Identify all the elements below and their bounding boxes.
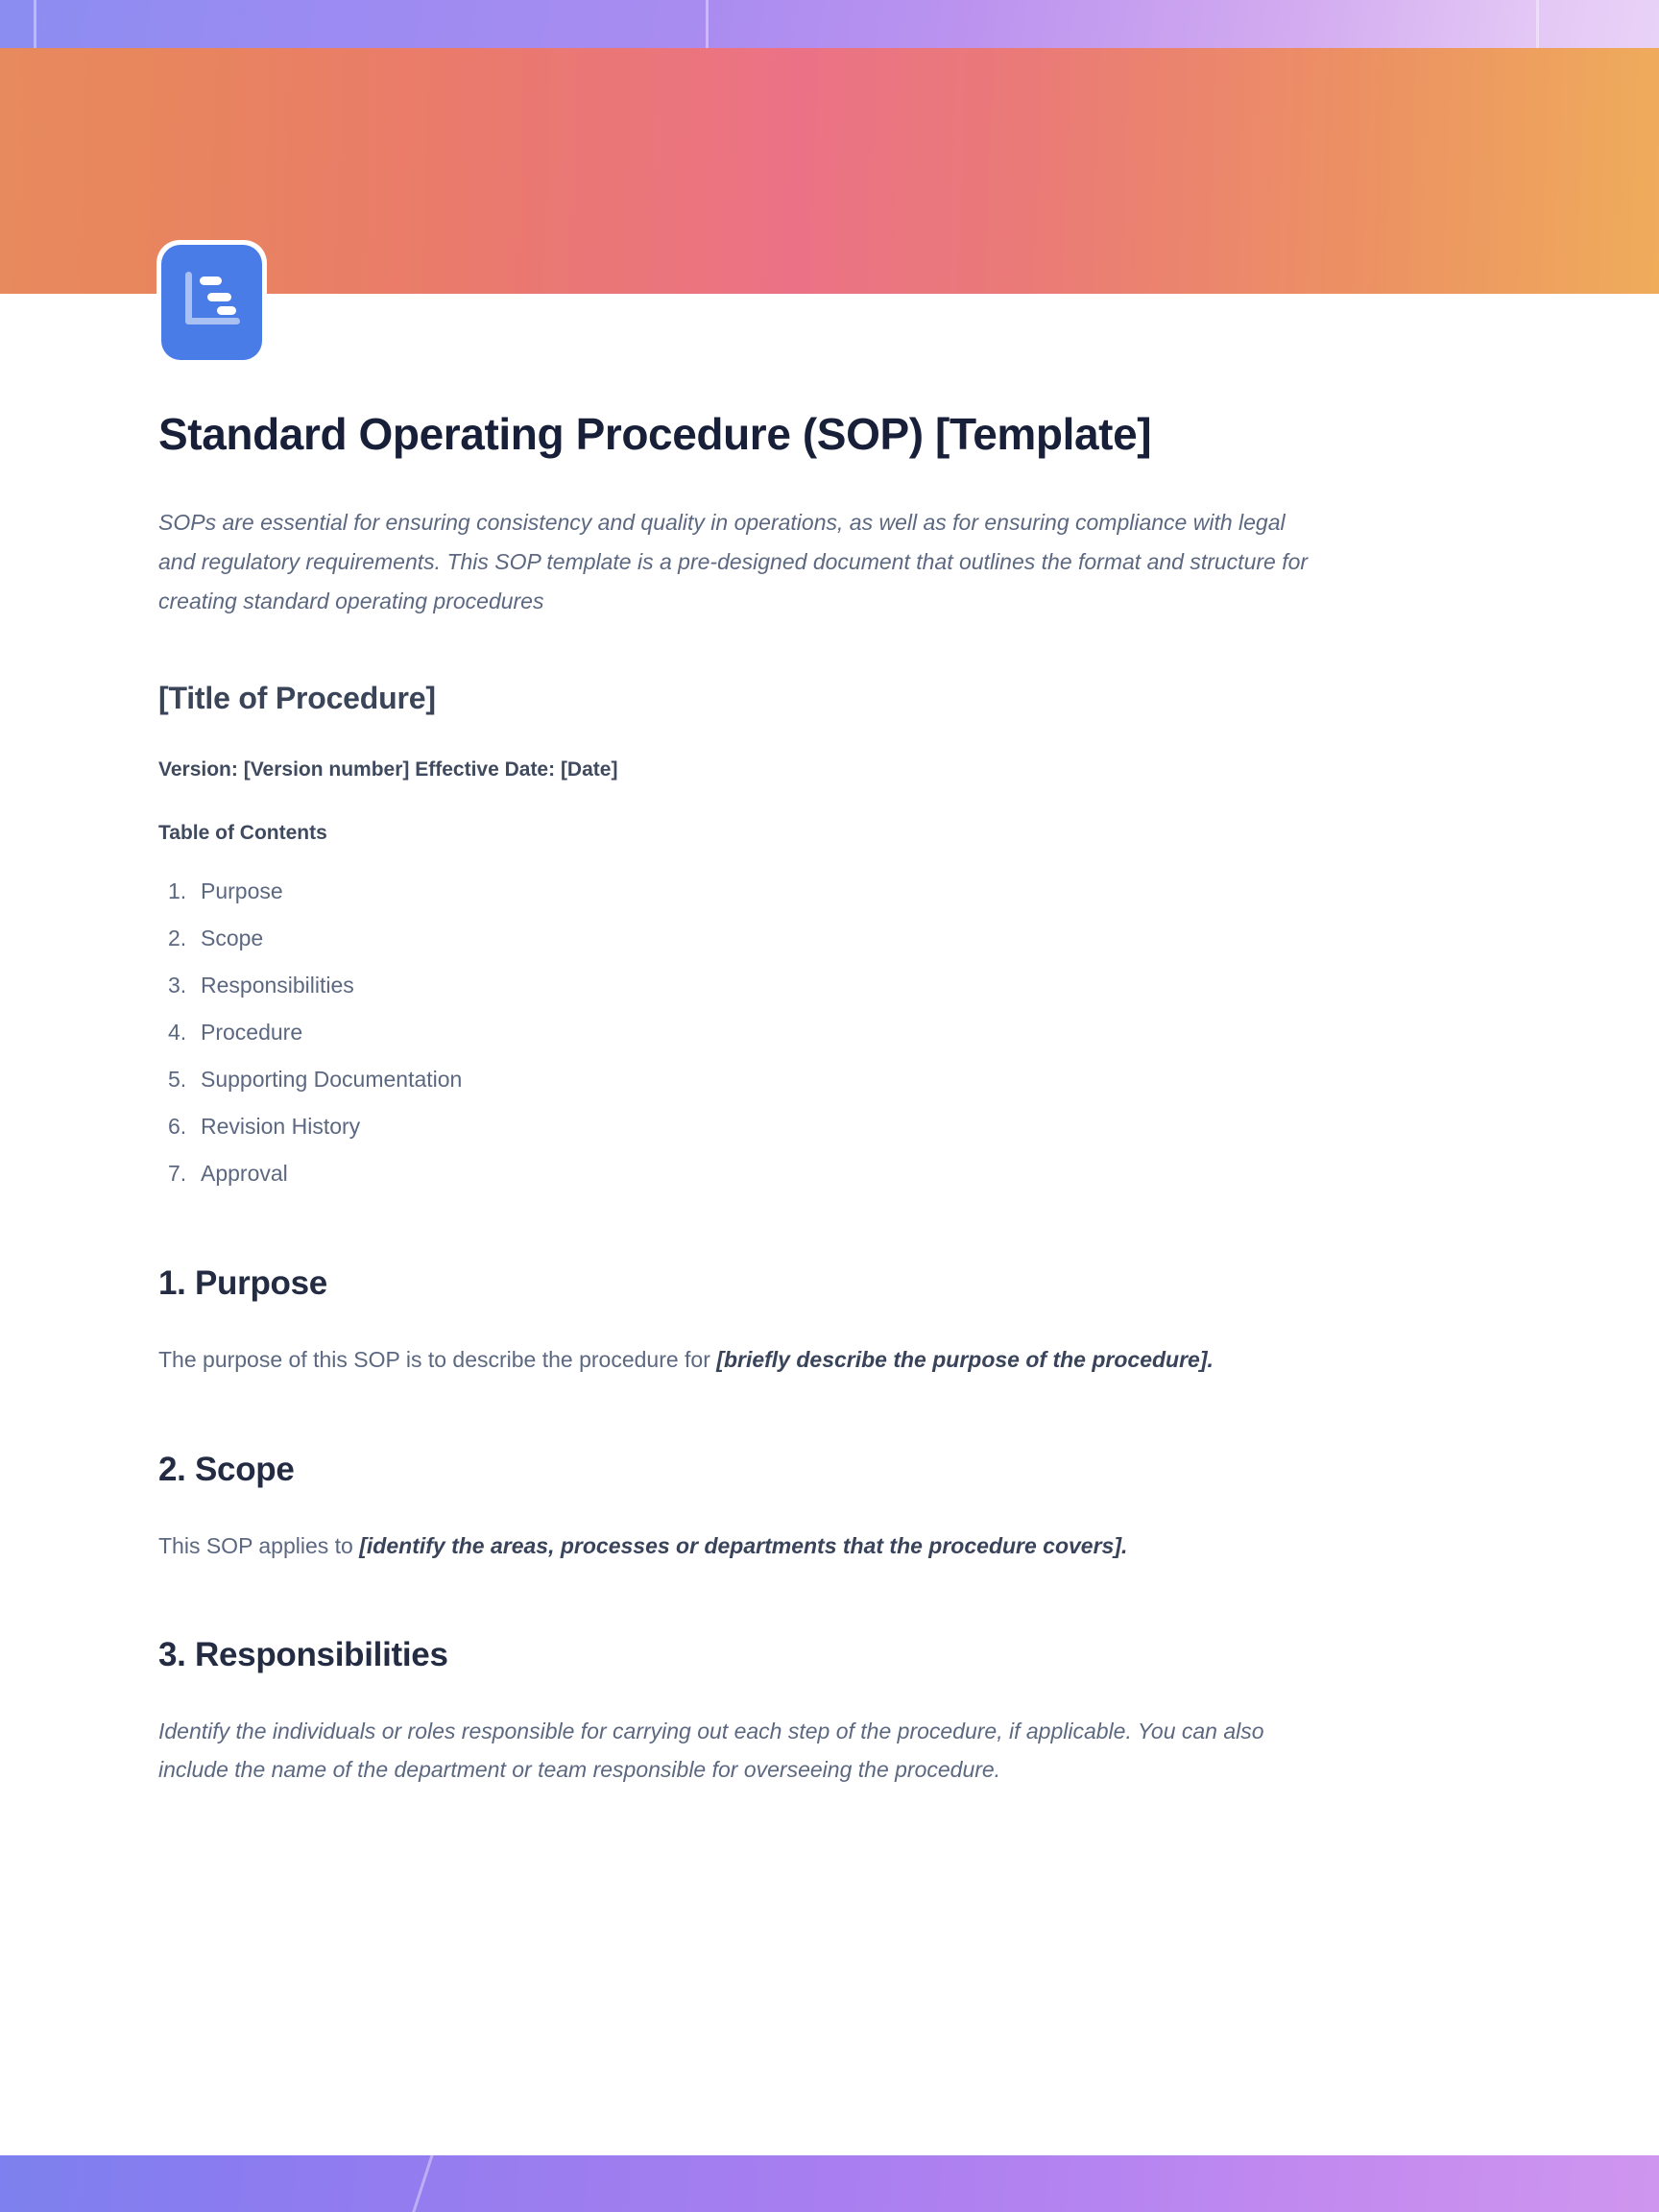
toc-item[interactable] [168,1150,1354,1197]
toc-item-label: Purpose [201,878,283,903]
section-text-lead: The purpose of this SOP is to describe the procedure for [158,1347,717,1372]
icon-bar-1 [200,276,222,285]
table-of-contents-heading: Table of Contents [158,822,327,844]
toc-item-label: Responsibilities [201,973,354,998]
section-body-responsibilities: Identify the individuals or roles responsible for carrying out each step of the procedure, if applicable. You can also include the name of the department or team responsible for overseeing the procedure. [158,1719,1264,1782]
toc-item-number: 2. [168,926,187,950]
toc-item-label: Scope [201,926,264,950]
section-placeholder: [briefly describe the purpose of the procedure]. [716,1347,1214,1372]
toc-item[interactable] [168,962,1354,1009]
toc-item-number: 1. [168,878,187,903]
toc-item-label: Revision History [201,1114,361,1139]
toc-item[interactable] [168,915,1354,962]
section-spacer [158,1565,1354,1636]
section-heading-purpose: 1. Purpose [158,1264,327,1302]
section-heading-responsibilities: 3. Responsibilities [158,1636,448,1674]
toc-item-number: 7. [168,1161,187,1186]
band-divider-line [706,0,709,48]
chart-axis-icon [161,245,262,360]
toc-item[interactable] [168,1009,1354,1056]
toc-item-number: 3. [168,973,187,998]
section-placeholder: [identify the areas, processes or departments that the procedure covers]. [359,1532,1128,1558]
toc-item[interactable] [168,868,1354,915]
toc-item-label: Approval [201,1161,288,1186]
procedure-title-heading: [Title of Procedure] [158,681,436,715]
icon-axis-horizontal [185,318,240,325]
section-text-lead: This SOP applies to [158,1532,360,1558]
icon-bar-3 [217,306,236,315]
bottom-decorative-band [0,2155,1659,2212]
toc-item-label: Procedure [201,1020,303,1045]
band-diagonal-line [404,2155,440,2212]
toc-item-number: 4. [168,1020,187,1045]
section-spacer [158,1380,1354,1451]
toc-item-label: Supporting Documentation [201,1067,463,1092]
version-effective-date-line: Version: [Version number] Effective Date: [Date] [158,758,618,781]
toc-item-number: 5. [168,1067,187,1092]
table-of-contents-list [158,868,1354,1197]
top-decorative-band [0,0,1659,48]
toc-item[interactable] [168,1103,1354,1150]
page-title: Standard Operating Procedure (SOP) [Template] [158,409,1152,459]
document-content [158,408,1354,1789]
toc-item[interactable] [168,1056,1354,1103]
section-body-scope [158,1527,1334,1566]
section-body-purpose [158,1341,1334,1380]
intro-paragraph: SOPs are essential for ensuring consistency and quality in operations, as well as for ensuring compliance with legal and regulatory requirements. This SOP template is a pre-designed document that outlines the format and structure for creating standard operating procedures [158,510,1309,614]
band-divider-line [1536,0,1539,48]
toc-item-number: 6. [168,1114,187,1139]
band-divider-line [34,0,36,48]
icon-bar-2 [207,293,231,301]
icon-axis-vertical [185,272,192,325]
section-heading-scope: 2. Scope [158,1450,295,1488]
document-icon-badge [156,240,267,365]
